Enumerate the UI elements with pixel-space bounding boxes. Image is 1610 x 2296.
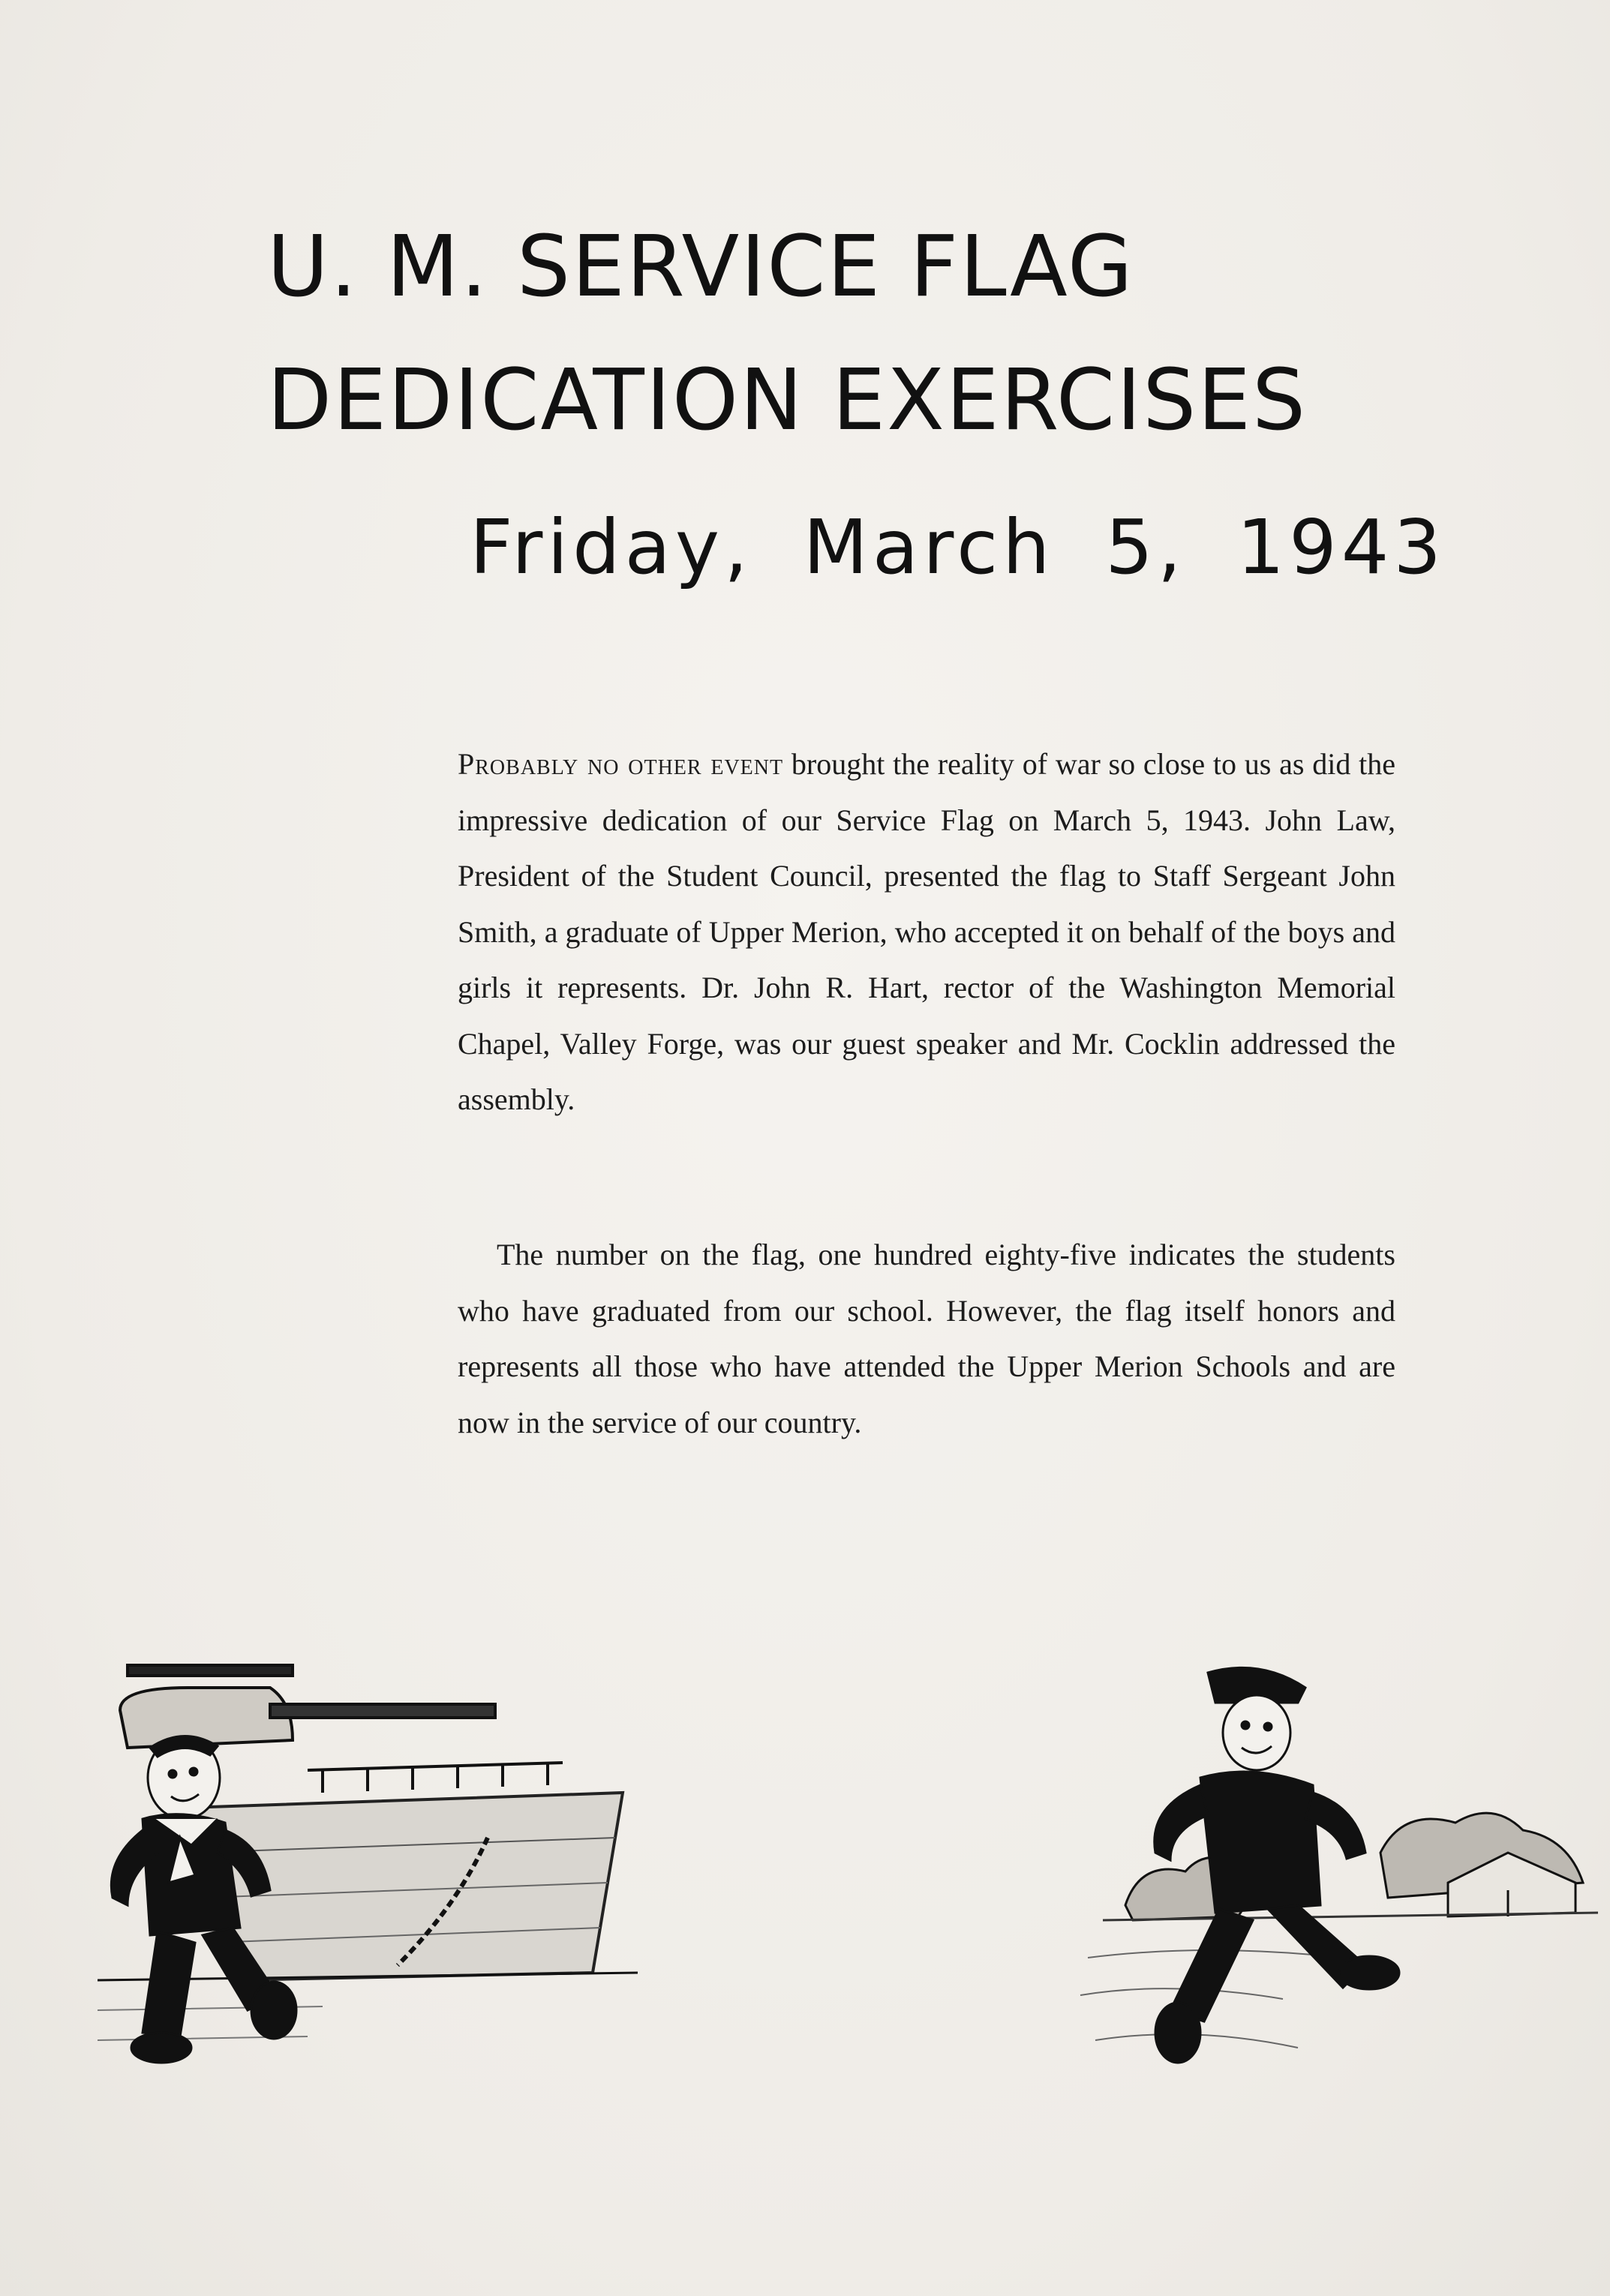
event-date: Friday, March 5, 1943 <box>470 503 1446 591</box>
paragraph-1 <box>458 737 1395 1128</box>
paragraph-1-lead: Probably no other event <box>458 747 784 781</box>
title-line-2: DEDICATION EXERCISES <box>267 352 1308 449</box>
paragraph-2: The number on the flag, one hundred eighty-five indicates the students who have graduated from our school. However, the flag itself honors and represents all those who have attended the Upper Merion Schools and are now in the service of our country. <box>458 1238 1395 1439</box>
title-line-1: U. M. SERVICE FLAG <box>267 218 1134 316</box>
paragraph-1-text: brought the reality of war so close to us as did the impressive dedication of our Service Flag on March 5, 1943. John Law, President of the Student Council, presented the flag to Staff Sergeant John Smith, a graduate of Upper Merion, who accepted it on behalf of the boys and girls it represents. Dr. John R. Hart, rector of the Washington Memorial Chapel, Valley Forge, was our guest speaker and Mr. Cocklin addressed the assembly. <box>458 747 1395 1116</box>
sailor-ship-illustration <box>98 1658 638 2123</box>
soldier-illustration <box>1058 1658 1598 2123</box>
